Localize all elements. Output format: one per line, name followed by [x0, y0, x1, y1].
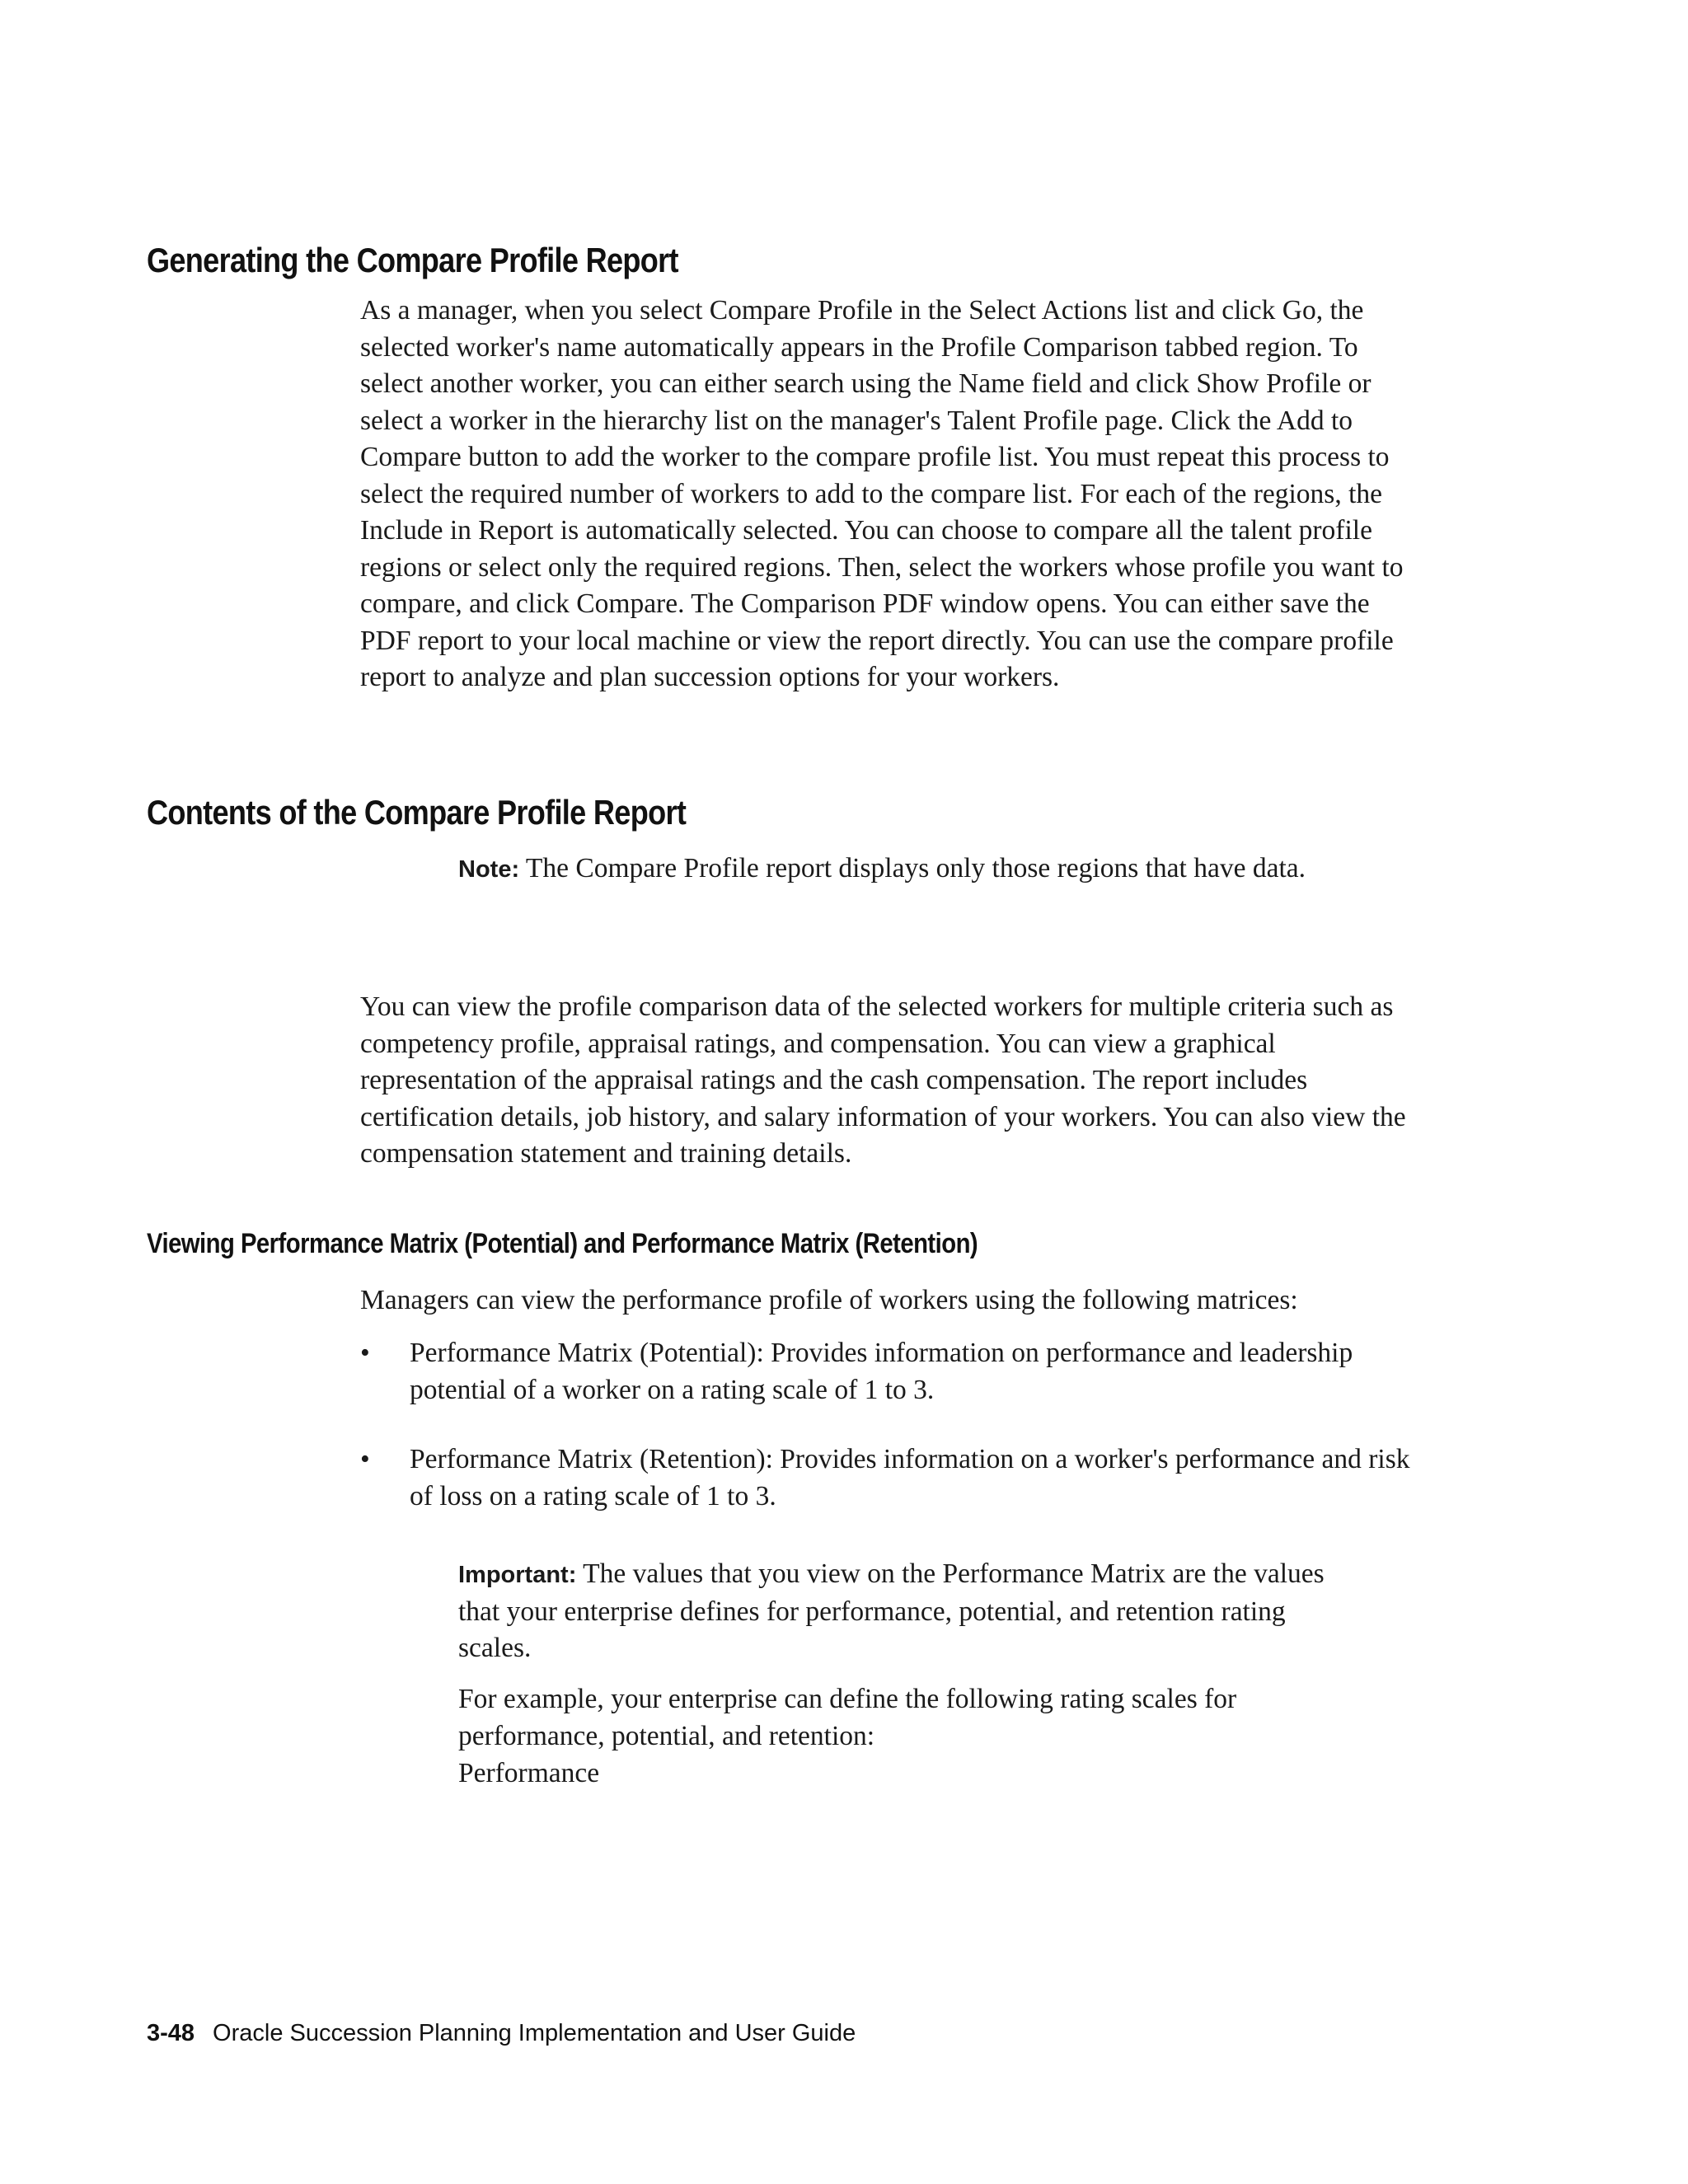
important-label: Important:: [458, 1562, 577, 1588]
important-box: [458, 1556, 1348, 1667]
page-number: 3-48: [147, 2020, 195, 2046]
bullet-icon: •: [360, 1444, 370, 1474]
note-box: [458, 851, 1348, 888]
list-item: [360, 1335, 1423, 1408]
paragraph-contents: You can view the profile comparison data of the selected workers for multiple criteria such as competency profile, appraisal ratings, and compensation. You can view a graphical representation of the appraisal ratings and the cash compensation. The report includes certification details, job history, and salary information of your workers. You can also view the compensation statement and training details.: [360, 991, 1406, 1169]
example-paragraph: For example, your enterprise can define the following rating scales for performance, potential, and retention:: [458, 1684, 1237, 1751]
page-footer: [147, 2020, 856, 2047]
section-heading-contents: Contents of the Compare Profile Report: [147, 793, 687, 832]
list-item: [360, 1441, 1423, 1515]
note-label: Note:: [458, 856, 520, 883]
bullet-text: Performance Matrix (Potential): Provides information on performance and leadership potential of a worker on a rating scale of 1 to 3.: [410, 1338, 1353, 1405]
matrix-bullet-list: [360, 1335, 1423, 1515]
important-text: The values that you view on the Performance Matrix are the values that your enterprise defines for performance, potential, and retention rating scales.: [458, 1558, 1325, 1663]
note-text: The Compare Profile report displays only those regions that have data.: [525, 853, 1306, 883]
bullet-icon: •: [360, 1338, 370, 1368]
section-heading-performance-matrix: Viewing Performance Matrix (Potential) and Performance Matrix (Retention): [147, 1228, 978, 1259]
paragraph-generating: As a manager, when you select Compare Profile in the Select Actions list and click Go, the selected worker's name automatically appears in the Profile Comparison tabbed region. To select another worker, you can either search using the Name field and click Show Profile or select a worker in the hierarchy list on the manager's Talent Profile page. Click the Add to Compare button to add the worker to the compare profile list. You must repeat this process to select the required number of workers to add to the compare list. For each of the regions, the Include in Report is automatically selected. You can choose to compare all the talent profile regions or select only the required regions. Then, select the workers whose profile you want to compare, and click Compare. The Comparison PDF window opens. You can either save the PDF report to your local machine or view the report directly. You can use the compare profile report to analyze and plan succession options for your workers.: [360, 295, 1404, 692]
performance-label: Performance: [458, 1758, 600, 1788]
guide-title: Oracle Succession Planning Implementation and User Guide: [213, 2020, 856, 2046]
paragraph-matrices-intro: Managers can view the performance profile of workers using the following matrices:: [360, 1285, 1298, 1315]
section-heading-generating: Generating the Compare Profile Report: [147, 241, 678, 279]
bullet-text: Performance Matrix (Retention): Provides information on a worker's performance and risk of loss on a rating scale of 1 to 3.: [410, 1444, 1410, 1511]
